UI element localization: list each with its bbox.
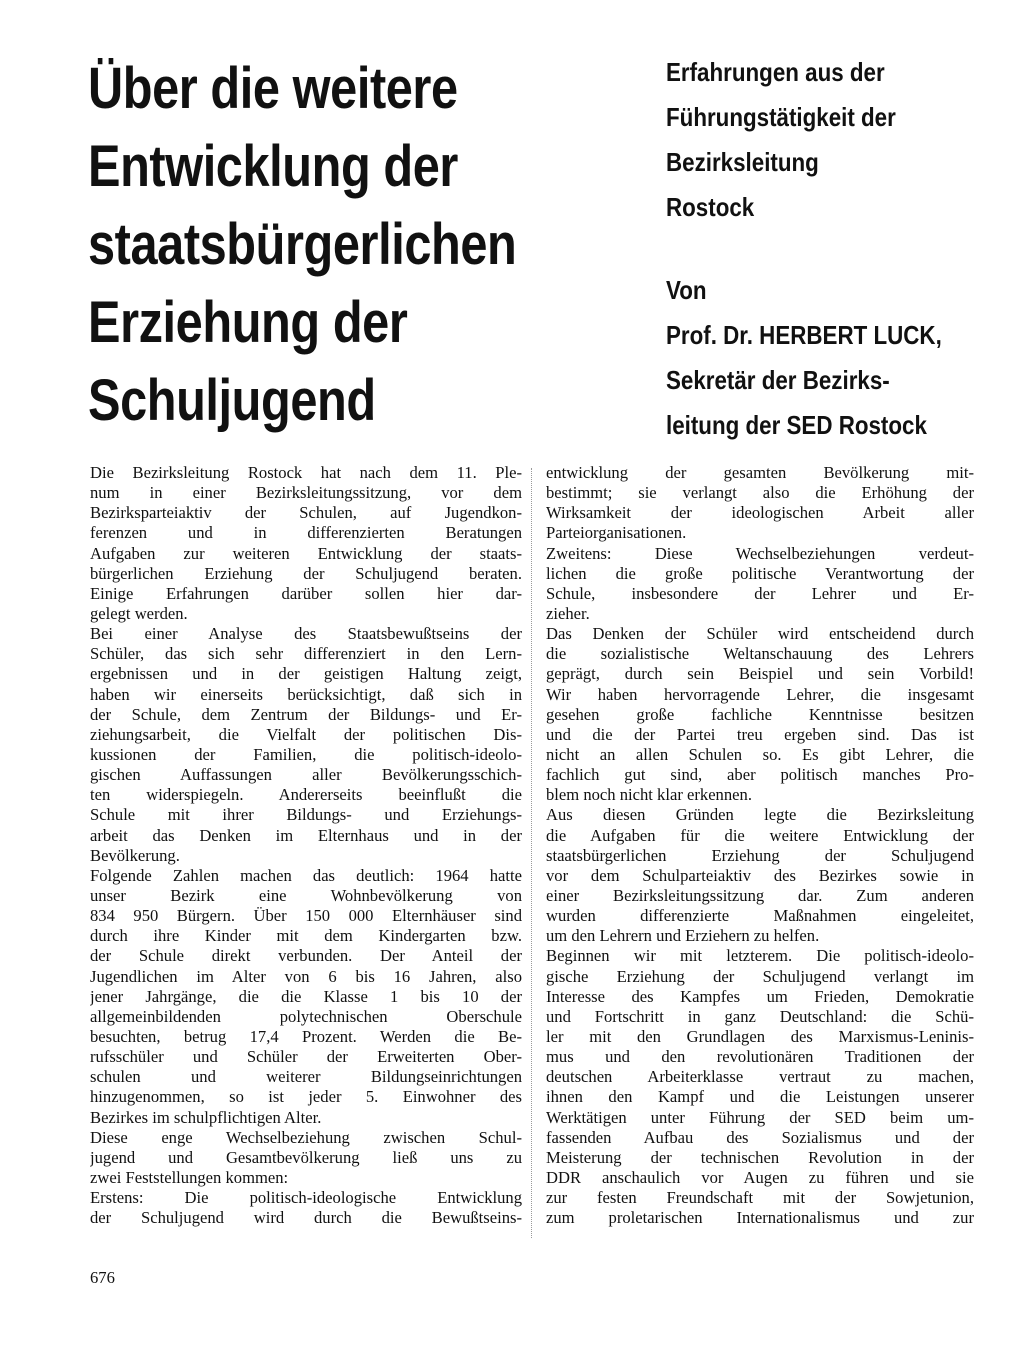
- body-text-line: schulen und weiterer Bildungseinrichtungen: [90, 1067, 522, 1087]
- body-text-line: bürgerlichen Erziehung der Schuljugend beraten.: [90, 563, 522, 583]
- body-text-line: Parteiorganisationen.: [546, 523, 687, 543]
- body-text-line: der Schule, dem Zentrum der Bildungs- und Er-: [90, 704, 522, 724]
- body-text-line: bestimmt; sie verlangt also die Erhöhung der: [546, 483, 974, 503]
- body-text-line: lichen die große politische Verantwortung der: [546, 563, 974, 583]
- body-text-line: Wirksamkeit der ideologischen Arbeit aller: [546, 503, 974, 523]
- body-text-line: gelegt werden.: [90, 603, 188, 623]
- body-text-line: nicht an allen Schulen so. Es gibt Lehrer, die: [546, 744, 974, 764]
- body-text-line: Folgende Zahlen machen das deutlich: 1964 hatte: [90, 865, 522, 885]
- article-subhead-block: [666, 50, 950, 448]
- body-text-line: Schüler, das sich sehr differenziert in den Lern-: [90, 644, 522, 664]
- body-text-line: gische Erziehung der Schuljugend verlangt im: [546, 966, 974, 986]
- body-text-line: gesehen große fachliche Kenntnisse besitzen: [546, 704, 974, 724]
- body-text-line: Interesse des Kampfes um Frieden, Demokratie: [546, 986, 974, 1006]
- subhead-line: Führungstätigkeit der: [666, 102, 896, 132]
- body-text-line: Beginnen wir mit letzterem. Die politisch-ideolo-: [546, 946, 974, 966]
- subhead-line: Bezirksleitung: [666, 147, 819, 177]
- body-text-line: der Schule direkt verbunden. Der Anteil der: [90, 946, 522, 966]
- byline-line: Von: [666, 275, 707, 305]
- body-text-line: Schule, insbesondere der Lehrer und Er-: [546, 583, 974, 603]
- body-text-line: Bei einer Analyse des Staatsbewußtseins der: [90, 624, 522, 644]
- body-text-line: Die Bezirksleitung Rostock hat nach dem 11. Ple-: [90, 463, 522, 482]
- body-text-line: Meisterung der technischen Revolution in der: [546, 1147, 974, 1167]
- body-text-line: Aufgaben zur weiteren Entwicklung der staats-: [90, 543, 522, 563]
- byline-line: leitung der SED Rostock: [666, 410, 927, 440]
- body-text-line: wurden differenzierte Maßnahmen eingeleitet,: [546, 906, 974, 926]
- body-text-line: allgemeinbildenden polytechnischen Oberschule: [90, 1006, 522, 1026]
- body-text-line: Zweitens: Diese Wechselbeziehungen verdeut-: [546, 543, 974, 563]
- headline-line: Schuljugend: [88, 368, 376, 433]
- body-text-line: fachlich gut sind, aber politisch manches Pro-: [546, 765, 974, 785]
- body-text-line: Diese enge Wechselbeziehung zwischen Schul-: [90, 1127, 522, 1147]
- byline-line: Sekretär der Bezirks-: [666, 365, 890, 395]
- body-text-line: num in einer Bezirksleitungssitzung, vor dem: [90, 483, 522, 503]
- body-text-line: Wir haben hervorragende Lehrer, die insgesamt: [546, 684, 974, 704]
- headline-line: staatsbürgerlichen: [88, 212, 517, 277]
- body-text-line: DDR anschaulich vor Augen zu führen und sie: [546, 1167, 974, 1187]
- body-text-line: ziehungsarbeit, die Vielfalt der politischen Dis-: [90, 724, 522, 744]
- body-text-line: die Aufgaben für die weitere Entwicklung der: [546, 825, 974, 845]
- body-text-line: Einige Erfahrungen darüber sollen hier dar-: [90, 583, 522, 603]
- body-text-line: arbeit das Denken im Elternhaus und in der: [90, 825, 522, 845]
- body-text-line: Erstens: Die politisch-ideologische Entwicklung: [90, 1188, 522, 1208]
- page-number: 676: [90, 1268, 115, 1287]
- body-text-line: 834 950 Bürgern. Über 150 000 Elternhäuser sind: [90, 906, 522, 926]
- body-text-line: deutschen Arbeiterklasse vertraut zu machen,: [546, 1067, 974, 1087]
- body-text-line: kussionen der Familien, die politisch-ideolo-: [90, 744, 522, 764]
- body-text-line: Aus diesen Gründen legte die Bezirksleitung: [546, 805, 974, 825]
- body-text-line: ihnen den Kampf und die Leistungen unserer: [546, 1087, 974, 1107]
- body-text-line: jener Jahrgänge, die die Klasse 1 bis 10 der: [90, 986, 522, 1006]
- body-column-right: [546, 463, 974, 1228]
- body-text-line: geprägt, durch sein Beispiel und sein Vorbild!: [546, 664, 974, 684]
- body-text-line: ferenzen und in differenzierten Beratungen: [90, 523, 522, 543]
- column-divider: [531, 468, 532, 1238]
- subhead-line: Rostock: [666, 192, 755, 222]
- body-text-line: zwei Feststellungen kommen:: [90, 1167, 289, 1187]
- body-text-line: Schule mit ihrer Bildungs- und Erziehungs-: [90, 805, 522, 825]
- body-text-line: Das Denken der Schüler wird entscheidend durch: [546, 624, 974, 644]
- body-text-line: Bezirkes im schulpflichtigen Alter.: [90, 1107, 322, 1127]
- body-text-line: zur festen Freundschaft mit der Sowjetunion,: [546, 1188, 974, 1208]
- body-text-line: rufsschüler und Schüler der Erweiterten Ober-: [90, 1047, 522, 1067]
- body-text-line: ler mit den Grundlagen des Marxismus-Leninis-: [546, 1026, 974, 1046]
- body-text-line: Bevölkerung.: [90, 845, 180, 865]
- body-text-line: Werktätigen unter Führung der SED beim um-: [546, 1107, 974, 1127]
- body-text-line: um den Lehrern und Erziehern zu helfen.: [546, 926, 820, 946]
- headline-line: Über die weitere: [88, 56, 458, 121]
- body-text-line: ten widerspiegeln. Andererseits beeinflußt die: [90, 785, 522, 805]
- body-text-line: unser Bezirk eine Wohnbevölkerung von: [90, 885, 522, 905]
- body-text-line: besuchten, betrug 17,4 Prozent. Werden die Be-: [90, 1026, 522, 1046]
- body-column-left: [90, 463, 522, 1228]
- body-text-line: zum proletarischen Internationalismus und zur: [546, 1208, 974, 1228]
- body-text-line: hinzugenommen, so ist jeder 5. Einwohner des: [90, 1087, 522, 1107]
- headline-line: Entwicklung der: [88, 134, 458, 199]
- body-text-line: mus und den revolutionären Traditionen der: [546, 1047, 974, 1067]
- body-text-line: durch ihre Kinder mit dem Kindergarten bzw.: [90, 926, 522, 946]
- body-text-line: zieher.: [546, 603, 590, 623]
- subhead-line: Erfahrungen aus der: [666, 57, 885, 87]
- body-text-line: haben wir einerseits berücksichtigt, daß sich in: [90, 684, 522, 704]
- body-text-line: und Fortschritt in ganz Deutschland: die Schü-: [546, 1006, 974, 1026]
- body-text-line: fassenden Aufbau des Sozialismus und der: [546, 1127, 974, 1147]
- body-text-line: gischen Auffassungen aller Bevölkerungsschich-: [90, 765, 522, 785]
- body-text-line: der Schuljugend wird durch die Bewußtseins-: [90, 1208, 522, 1228]
- body-text-line: entwicklung der gesamten Bevölkerung mit-: [546, 463, 974, 482]
- byline-author: Prof. Dr. HERBERT LUCK,: [666, 320, 942, 350]
- headline-line: Erziehung der: [88, 290, 408, 355]
- body-text-line: Jugendlichen im Alter von 6 bis 16 Jahren, also: [90, 966, 522, 986]
- body-text-line: einer Bezirksleitungssitzung dar. Zum anderen: [546, 885, 974, 905]
- body-text-line: und die der Partei treu ergeben sind. Das ist: [546, 724, 974, 744]
- body-text-line: Bezirksparteiaktiv der Schulen, auf Jugendkon-: [90, 503, 522, 523]
- body-text-line: jugend und Gesamtbevölkerung ließ uns zu: [90, 1147, 522, 1167]
- body-text-line: vor dem Schulparteiaktiv des Bezirkes sowie in: [546, 865, 974, 885]
- subhead-spacer: [666, 230, 950, 268]
- body-text-line: ergebnissen und in der geistigen Haltung zeigt,: [90, 664, 522, 684]
- body-text-line: blem noch nicht klar erkennen.: [546, 785, 752, 805]
- article-headline: [88, 50, 542, 440]
- body-text-line: staatsbürgerlichen Erziehung der Schuljugend: [546, 845, 974, 865]
- body-text-line: die sozialistische Weltanschauung des Lehrers: [546, 644, 974, 664]
